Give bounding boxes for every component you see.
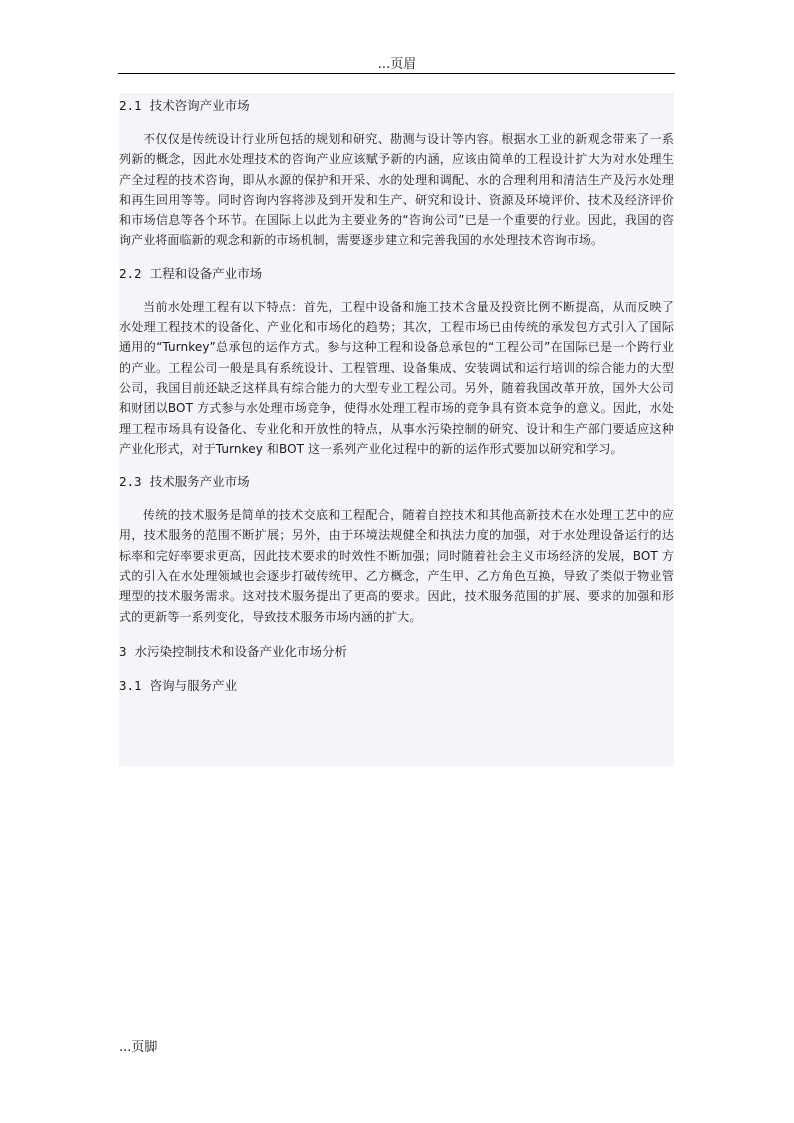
section-number: 2.2 — [119, 265, 142, 281]
section-number: 2.3 — [119, 474, 142, 490]
chapter-number: 3 — [119, 643, 127, 659]
section-paragraph-2-3: 传统的技术服务是简单的技术交底和工程配合，随着自控技术和其他高新技术在水处理工艺中的应用，技术服务的范围不断扩展；另外，由于环境法规健全和执法力度的加强，对于水处理设备运行的达标率和完好率要求更高，因此技术要求的时效性不断加强；同时随着社会主义市场经济的发展，BOT 方式的引入在水处理领域也会逐步打破传统甲、乙方概念，产生甲、乙方角色互换，导致了类似于物业管理型的技术服务需求。这对技术服务提出了更高的要求。因此，技术服务范围的扩展、要求的加强和形式的更新等一系列变化，导致技术服务市场内涵的扩大。 — [119, 508, 674, 624]
section-title: 技术咨询产业市场 — [149, 98, 250, 113]
page-footer: ...页脚 — [119, 1040, 158, 1055]
section-heading-2-2 — [119, 265, 674, 283]
section-paragraph-2-2: 当前水处理工程有以下特点：首先，工程中设备和施工技术含量及投资比例不断提高，从而反映了水处理工程技术的设备化、产业化和市场化的趋势；其次，工程市场已由传统的承发包方式引入了国际通用的“Turnkey”总承包的运作方式。参与这种工程和设备总承包的“工程公司”在国际已是一个跨行业的产业。工程公司一般是具有系统设计、工程管理、设备集成、安装调试和运行培训的综合能力的大型公司，我国目前还缺乏这样具有综合能力的大型专业工程公司。另外，随着我国改革开放，国外大公司和财团以BOT 方式参与水处理市场竞争，使得水处理工程市场的竞争具有资本竞争的意义。因此，水处理工程市场具有设备化、专业化和开放性的特点，从事水污染控制的研究、设计和生产部门要适应这种产业化形式，对于Turnkey 和BOT 这一系列产业化过程中的新的运作形式要加以研究和学习。 — [119, 299, 674, 456]
section-title: 技术服务产业市场 — [149, 474, 250, 490]
section-number: 2.1 — [119, 98, 142, 113]
document-body — [119, 93, 674, 766]
section-heading-3-1 — [119, 677, 674, 695]
section-heading-2-3 — [119, 473, 674, 491]
section-title: 咨询与服务产业 — [149, 677, 238, 693]
section-number: 3.1 — [119, 677, 142, 693]
chapter-title: 水污染控制技术和设备产业化市场分析 — [134, 643, 348, 659]
header-divider — [118, 73, 675, 74]
section-heading-2-1 — [119, 97, 674, 115]
section-title: 工程和设备产业市场 — [149, 265, 263, 281]
chapter-heading-3 — [119, 643, 674, 661]
page-header: ...页眉 — [377, 57, 417, 72]
section-paragraph-2-1: 不仅仅是传统设计行业所包括的规划和研究、勘测与设计等内容。根据水工业的新观念带来了一系列新的概念，因此水处理技术的咨询产业应该赋予新的内涵，应该由简单的工程设计扩大为对水处理生产全过程的技术咨询，即从水源的保护和开采、水的处理和调配、水的合理利用和清洁生产及污水处理和再生回用等等。同时咨询内容将涉及到开发和生产、研究和设计、资源及环境评价、技术及经济评价和市场信息等各个环节。在国际上以此为主要业务的“咨询公司”已是一个重要的行业。因此，我国的咨询产业将面临新的观念和新的市场机制，需要逐步建立和完善我国的水处理技术咨询市场。 — [119, 132, 674, 248]
